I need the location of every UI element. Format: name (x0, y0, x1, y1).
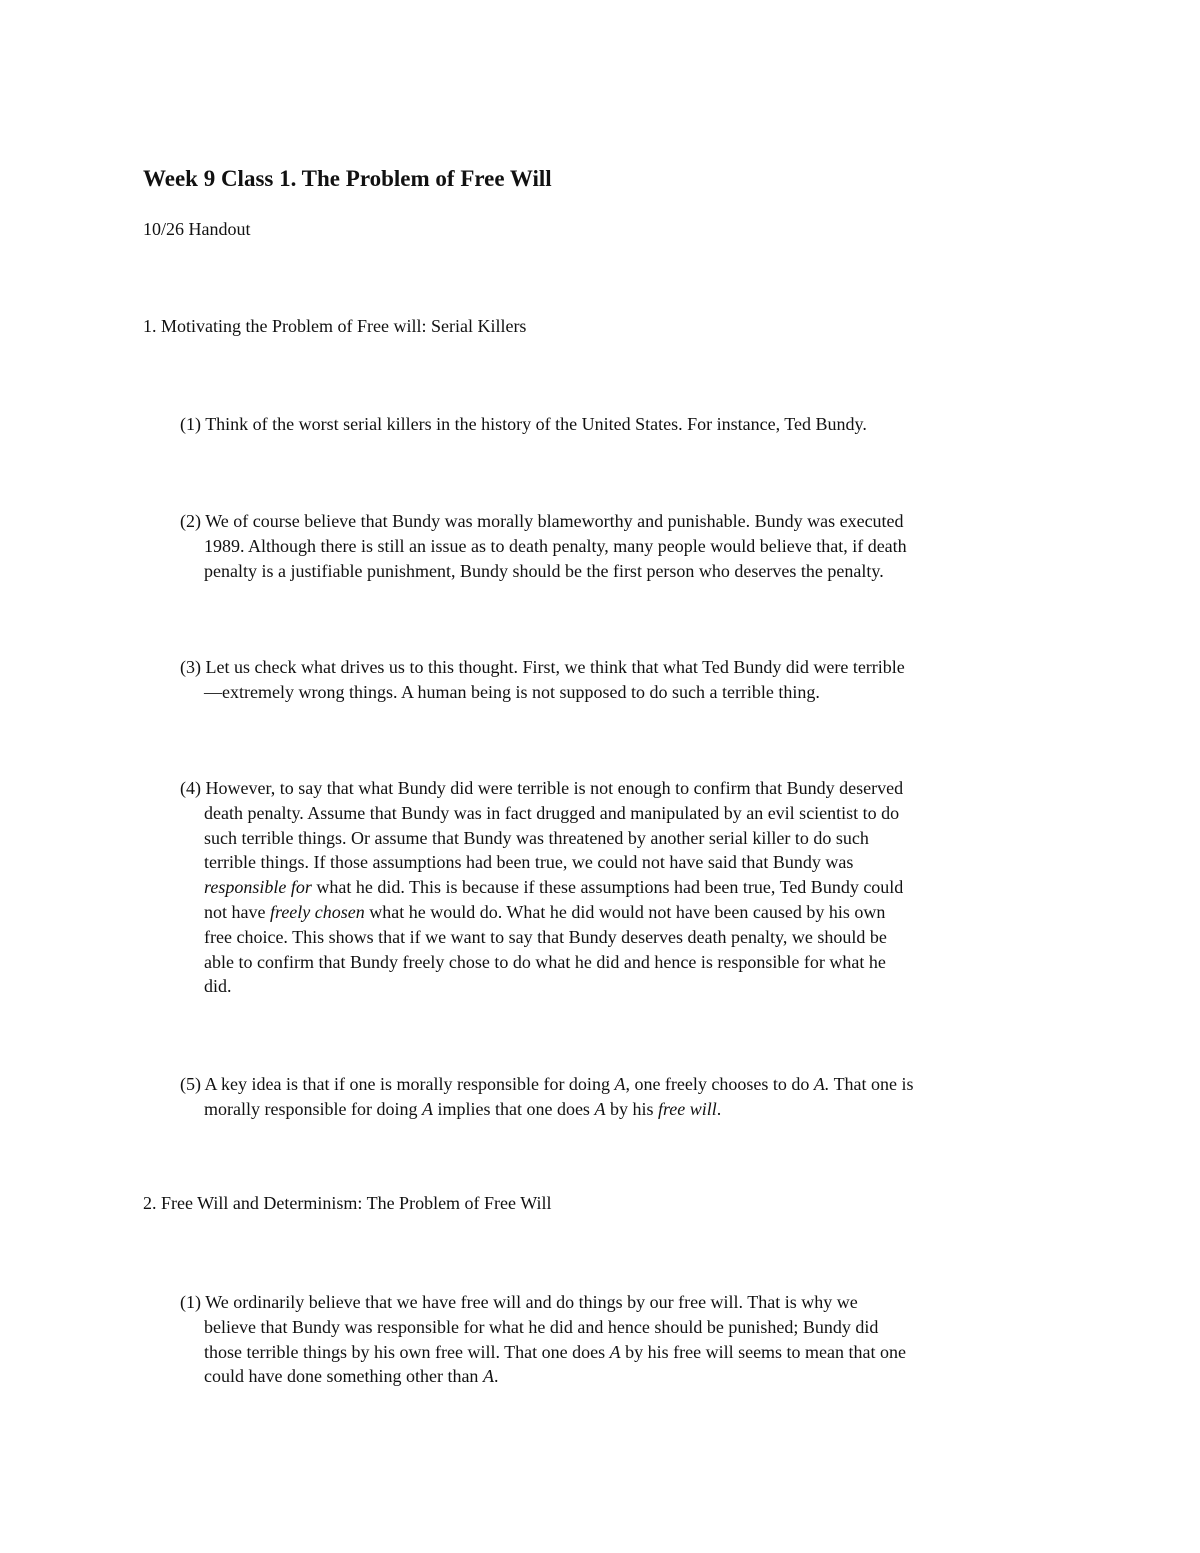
emphasis: responsible for (204, 877, 312, 898)
item-text-line (180, 1340, 1060, 1365)
section-1-item-1 (180, 412, 1060, 437)
item-text: , one freely chooses to do (625, 1074, 814, 1094)
item-text: could have done something other than (204, 1366, 483, 1387)
page-title: Week 9 Class 1. The Problem of Free Will (143, 166, 552, 191)
item-text: by his free will seems to mean that one (620, 1341, 907, 1362)
emphasis: A (614, 1074, 626, 1094)
item-text: A key idea is that if one is morally responsible for doing (204, 1074, 615, 1094)
item-text: Let us check what drives us to this thought. First, we think that what Ted Bundy did were terrible (205, 657, 905, 677)
section-2-heading: 2. Free Will and Determinism: The Problem of Free Will (143, 1193, 552, 1213)
item-text: such terrible things. Or assume that Bundy was threatened by another serial killer to do such (204, 827, 869, 848)
item-text: We of course believe that Bundy was morally blameworthy and punishable. Bundy was executed (205, 511, 904, 531)
item-text-line (180, 1097, 1060, 1122)
item-text: We ordinarily believe that we have free will and do things by our free will. That is why we (205, 1292, 858, 1312)
item-text-line (180, 1364, 1060, 1389)
item-text: able to confirm that Bundy freely chose to do what he did and hence is responsible for what he (204, 951, 886, 972)
item-text: implies that one does (432, 1098, 595, 1119)
emphasis: A. (813, 1074, 830, 1094)
item-number: (3) (180, 657, 201, 677)
item-text: did. (204, 976, 232, 997)
emphasis: A (421, 1098, 433, 1119)
item-text: believe that Bundy was responsible for what he did and hence should be punished; Bundy did (204, 1316, 879, 1337)
item-text: by his (605, 1098, 658, 1119)
emphasis: freely chosen (269, 901, 365, 922)
item-text: what he did. This is because if these assumptions had been true, Ted Bundy could (311, 877, 904, 898)
handout-date: 10/26 Handout (143, 219, 251, 239)
item-text: morally responsible for doing (204, 1098, 422, 1119)
item-number: (1) (180, 414, 201, 434)
section-1-item-2 (180, 509, 1060, 583)
section-1-item-5 (180, 1072, 1060, 1122)
item-text-line (180, 875, 1060, 900)
item-text: 1989. Although there is still an issue as to death penalty, many people would believe that, if death (204, 535, 907, 556)
item-text: terrible things. If those assumptions had been true, we could not have said that Bundy was (204, 852, 854, 873)
item-number: (5) (180, 1074, 201, 1094)
item-text: That one is (829, 1074, 914, 1094)
section-1-item-3 (180, 655, 1060, 705)
item-text: Think of the worst serial killers in the history of the United States. For instance, Ted Bundy. (205, 414, 867, 434)
item-number: (2) (180, 511, 201, 531)
emphasis: free will (657, 1098, 717, 1119)
item-text: —extremely wrong things. A human being is not supposed to do such a terrible thing. (204, 681, 820, 702)
item-text: penalty is a justifiable punishment, Bundy should be the first person who deserves the penalty. (204, 560, 884, 581)
item-text: what he would do. What he did would not have been caused by his own (364, 901, 886, 922)
item-text: those terrible things by his own free will. That one does (204, 1341, 610, 1362)
emphasis: A (482, 1366, 494, 1387)
item-text: . (716, 1098, 722, 1119)
item-number: (1) (180, 1292, 201, 1312)
section-1-heading: 1. Motivating the Problem of Free will: Serial Killers (143, 316, 527, 336)
item-text: free choice. This shows that if we want to say that Bundy deserves death penalty, we should be (204, 926, 887, 947)
item-number: (4) (180, 778, 201, 798)
emphasis: A (594, 1098, 606, 1119)
emphasis: A (609, 1341, 621, 1362)
item-text: death penalty. Assume that Bundy was in fact drugged and manipulated by an evil scientist to do (204, 802, 900, 823)
section-2-item-1 (180, 1290, 1060, 1389)
item-text: . (493, 1366, 499, 1387)
section-1-item-4 (180, 776, 1060, 999)
item-text-line (180, 900, 1060, 925)
item-text: However, to say that what Bundy did were terrible is not enough to confirm that Bundy deserved (205, 778, 904, 798)
item-text: not have (204, 901, 270, 922)
